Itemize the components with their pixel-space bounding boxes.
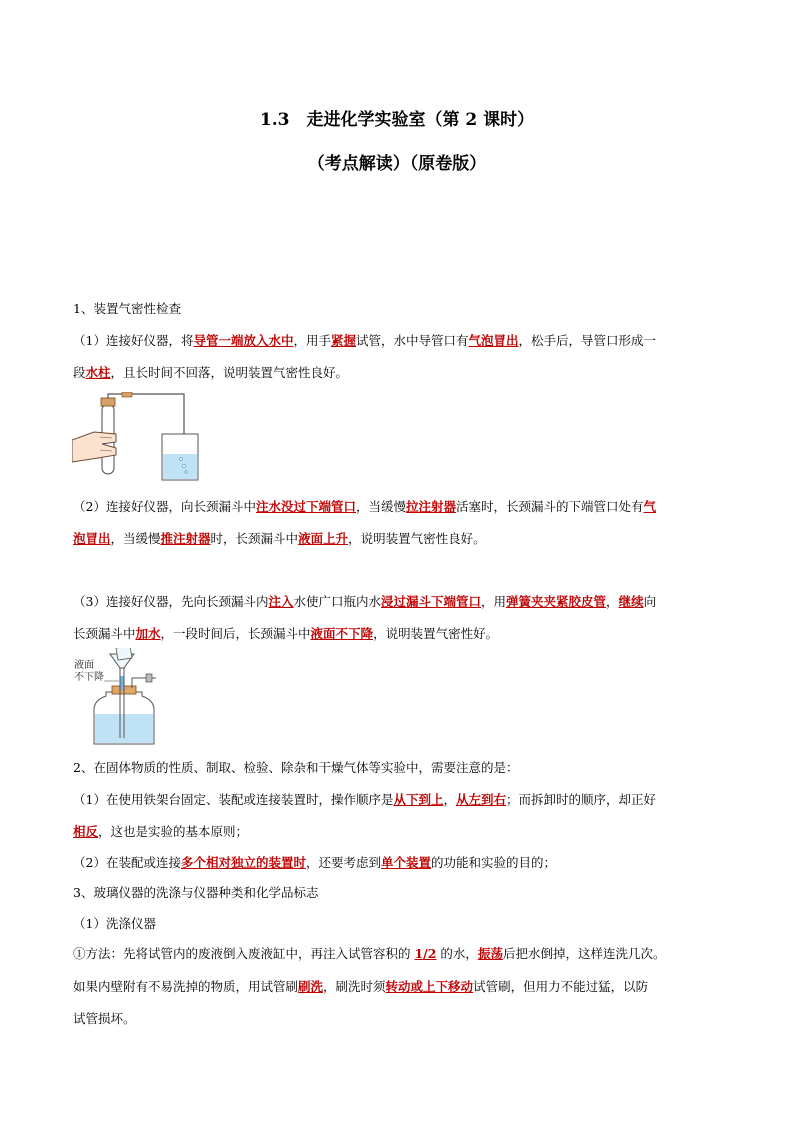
s3-subheading: （1）洗涤仪器 <box>73 916 156 931</box>
s3-p1-line1: ①方法：先将试管内的废液倒入废液缸中，再注入试管容积的 1/2 的水，振荡后把水倒掉，这样连洗几次。 <box>73 946 666 961</box>
s2-p1-line2: 相反，这也是实验的基本原则； <box>73 824 249 839</box>
s2-p2-line1: （2）在装配或连接多个相对独立的装置时，还要考虑到单个装置的功能和实验的目的； <box>73 855 557 870</box>
section-3-heading: 3、玻璃仪器的洗涤与仪器种类和化学品标志 <box>73 885 319 900</box>
s3-p1-line3: 试管损坏。 <box>73 1011 136 1026</box>
s1-p3-line2: 长颈漏斗中加水，一段时间后，长颈漏斗中液面不下降，说明装置气密性好。 <box>73 626 499 641</box>
s1-p1-line2: 段水柱，且长时间不回落，说明装置气密性良好。 <box>73 365 349 380</box>
page-title: 1.3 走进化学实验室（第 2 课时） <box>259 110 535 130</box>
figure-label-liquid: 液面 <box>74 660 94 671</box>
airtightness-figure-2 <box>72 648 172 746</box>
s2-p1-line1: （1）在使用铁架台固定、装配或连接装置时，操作顺序是从下到上，从左到右；而拆卸时的顺序，却正好 <box>73 792 657 807</box>
page-subtitle: （考点解读）（原卷版） <box>307 154 487 174</box>
figure-label-not-drop: 不下降 <box>74 672 104 683</box>
section-1-heading: 1、装置气密性检查 <box>73 301 181 316</box>
airtightness-figure-1 <box>72 392 202 488</box>
section-2-heading: 2、在固体物质的性质、制取、检验、除杂和干燥气体等实验中，需要注意的是： <box>73 760 519 775</box>
s1-p3-line1: （3）连接好仪器，先向长颈漏斗内注入水使广口瓶内水浸过漏斗下端管口，用弹簧夹夹紧胶皮管，继续向 <box>73 594 657 609</box>
s3-p1-line2: 如果内壁附有不易洗掉的物质，用试管刷刷洗，刷洗时须转动或上下移动试管刷，但用力不能过猛，以防 <box>73 979 649 994</box>
s1-p2-line1: （2）连接好仪器，向长颈漏斗中注水没过下端管口，当缓慢拉注射器活塞时，长颈漏斗的下端管口处有气 <box>73 499 657 514</box>
s1-p2-line2: 泡冒出，当缓慢推注射器时，长颈漏斗中液面上升，说明装置气密性良好。 <box>73 531 486 546</box>
s1-p1-line1: （1）连接好仪器，将导管一端放入水中，用手紧握试管，水中导管口有气泡冒出，松手后，导管口形成一 <box>73 333 657 348</box>
